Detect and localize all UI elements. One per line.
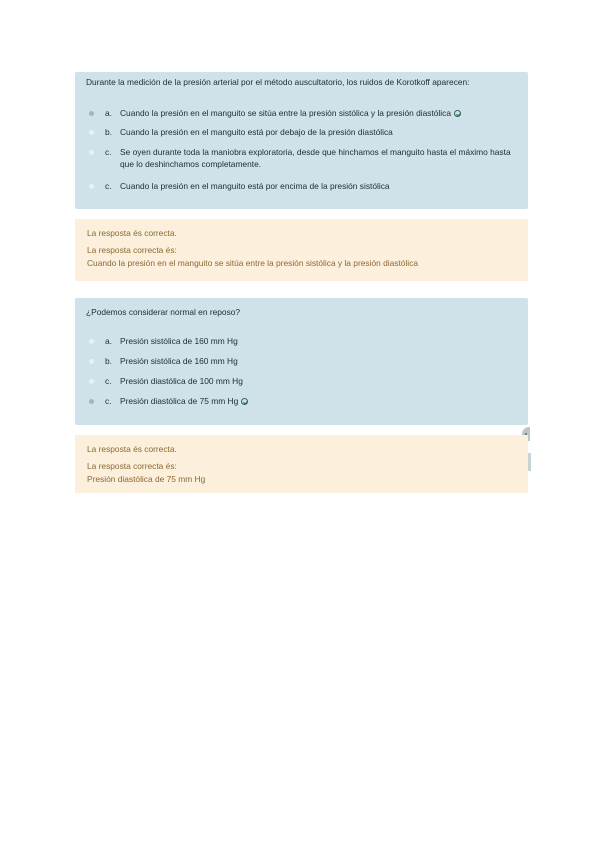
question-1-card xyxy=(75,72,528,209)
radio-button[interactable] xyxy=(89,130,94,135)
option-text: Presión sistólica de 160 mm Hg xyxy=(120,356,238,366)
feedback-2-card xyxy=(75,435,528,493)
option-letter: a. xyxy=(105,336,112,346)
feedback-2-status: La resposta és correcta. xyxy=(87,444,177,454)
option-letter: c. xyxy=(105,181,112,191)
option-text: Presión diastólica de 100 mm Hg xyxy=(120,376,243,386)
option-letter: b. xyxy=(105,127,112,137)
radio-button[interactable] xyxy=(89,359,94,364)
question-2-option-b[interactable] xyxy=(89,356,524,368)
option-label: Cuando la presión en el manguito se sitúa entre la presión sistólica y la presión diastólica xyxy=(120,108,452,118)
question-1-option-c[interactable] xyxy=(89,147,524,171)
question-2-card xyxy=(75,298,528,425)
radio-button-selected[interactable] xyxy=(89,399,94,404)
question-2-option-d[interactable] xyxy=(89,396,524,408)
feedback-2-answer: Presión diastólica de 75 mm Hg xyxy=(87,474,206,484)
option-label: Presión diastólica de 75 mm Hg xyxy=(120,396,239,406)
question-2-text: ¿Podemos considerar normal en reposo? xyxy=(86,307,241,317)
feedback-1-answer: Cuando la presión en el manguito se sitúa entre la presión sistólica y la presión diastólica xyxy=(87,258,419,268)
radio-button[interactable] xyxy=(89,150,94,155)
option-text: Cuando la presión en el manguito está por debajo de la presión diastólica xyxy=(120,127,393,137)
feedback-2-label: La resposta correcta és: xyxy=(87,461,177,471)
radio-button-selected[interactable] xyxy=(89,111,94,116)
question-2-option-c[interactable] xyxy=(89,376,524,388)
radio-button[interactable] xyxy=(89,379,94,384)
option-letter: c. xyxy=(105,396,112,406)
question-1-text: Durante la medición de la presión arterial por el método auscultatorio, los ruidos de Korotkoff aparecen: xyxy=(86,77,470,87)
question-1-option-a[interactable] xyxy=(89,108,524,120)
feedback-1-label: La resposta correcta és: xyxy=(87,245,177,255)
option-text: Presión sistólica de 160 mm Hg xyxy=(120,336,238,346)
option-text: Se oyen durante toda la maniobra exploratoria, desde que hinchamos el manguito hasta el máximo hasta que lo deshinchamos completamente. xyxy=(120,147,511,169)
question-1-option-d[interactable] xyxy=(89,181,524,193)
option-text: Cuando la presión en el manguito está por encima de la presión sistólica xyxy=(120,181,390,191)
question-1-option-b[interactable] xyxy=(89,127,524,139)
radio-button[interactable] xyxy=(89,184,94,189)
feedback-1-status: La resposta és correcta. xyxy=(87,228,177,238)
question-2-option-a[interactable] xyxy=(89,336,524,348)
option-text xyxy=(120,108,524,120)
option-letter: a. xyxy=(105,108,112,118)
check-circle-icon xyxy=(454,110,461,117)
option-letter: c. xyxy=(105,147,112,157)
feedback-1-card xyxy=(75,219,528,281)
option-text xyxy=(120,396,524,408)
option-letter: b. xyxy=(105,356,112,366)
option-letter: c. xyxy=(105,376,112,386)
check-circle-icon xyxy=(241,398,248,405)
radio-button[interactable] xyxy=(89,339,94,344)
